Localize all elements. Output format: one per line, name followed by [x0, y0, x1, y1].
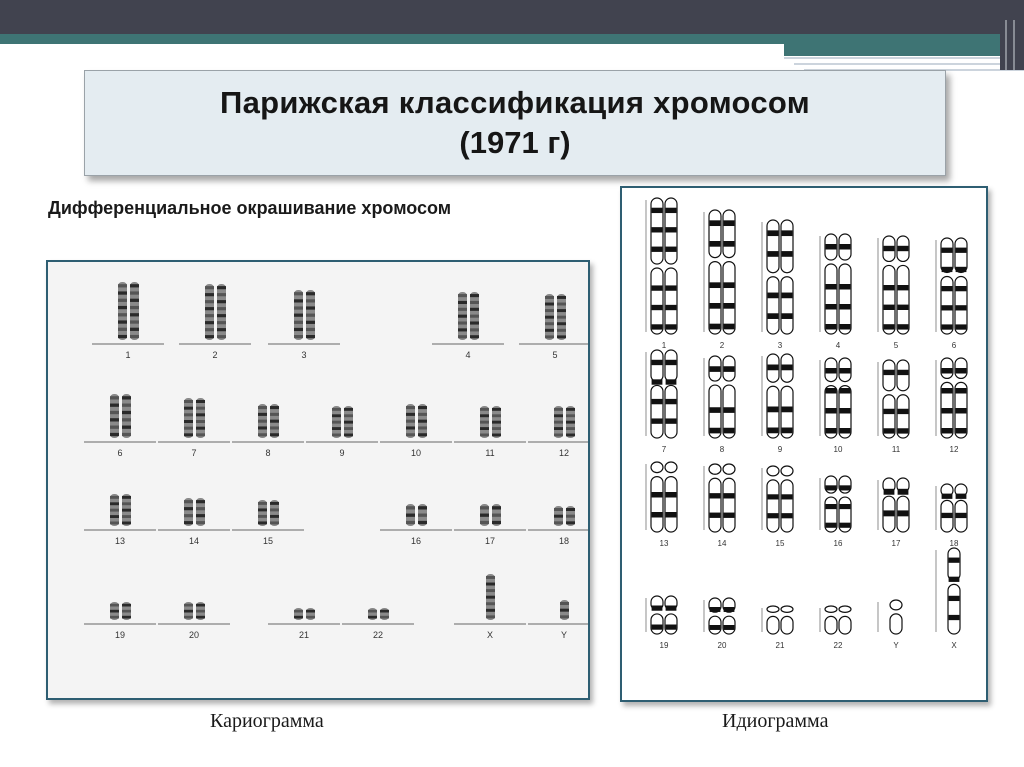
idiogram-label: 20	[717, 641, 727, 650]
idiogram-label: 21	[775, 641, 785, 650]
idiogram-chromosome-14	[704, 464, 735, 548]
idiogram-chromosome-10	[820, 358, 851, 454]
karyogram-label: 16	[410, 536, 422, 546]
idiogram-label: 12	[949, 445, 959, 454]
idiogram-chromosome-11	[878, 360, 909, 454]
idiogram-chromosome-9	[762, 354, 793, 454]
karyogram-image	[48, 262, 588, 698]
idiogram-chromosome-5	[878, 236, 909, 350]
karyogram-pair-2	[179, 284, 251, 360]
karyogram-pair-9	[306, 406, 378, 458]
karyogram-label: 4	[465, 350, 471, 360]
idiogram-chromosome-22	[820, 606, 851, 650]
karyogram-label: 11	[485, 448, 495, 458]
karyogram-label: 10	[410, 448, 422, 458]
karyogram-label: 3	[301, 350, 307, 360]
idiogram-label: X	[951, 641, 957, 650]
karyogram-pair-1	[92, 282, 164, 360]
karyogram-pair-X	[454, 574, 526, 640]
karyogram-pair-14	[158, 498, 230, 546]
idiogram-label: 18	[949, 539, 959, 548]
idiogram-chromosome-17	[878, 478, 909, 548]
idiogram-chromosome-21	[762, 606, 793, 650]
idiogram-label: 17	[891, 539, 901, 548]
karyogram-label: 5	[552, 350, 558, 360]
slide-title-year: (1971 г)	[459, 125, 571, 160]
idiogram-chromosome-19	[646, 596, 677, 650]
idiogram-label: 16	[833, 539, 843, 548]
karyogram-pair-6	[84, 394, 156, 458]
karyogram-label: Y	[560, 630, 568, 640]
idiogram-chromosome-13	[646, 462, 677, 548]
idiogram-chromosome-18	[936, 484, 967, 548]
idiogram-label: 2	[719, 341, 725, 350]
karyogram-pair-4	[432, 292, 504, 360]
idiogram-chromosome-7	[646, 350, 677, 454]
idiogram-label: 4	[835, 341, 841, 350]
idiogram-chromosome-16	[820, 476, 851, 548]
idiogram-label: 11	[891, 445, 901, 454]
idiogram-chromosome-4	[820, 234, 851, 350]
idiogram-panel	[620, 186, 988, 702]
idiogram-chromosome-3	[762, 220, 793, 350]
karyogram-pair-3	[268, 290, 340, 360]
karyogram-pair-5	[519, 294, 588, 360]
karyogram-pair-13	[84, 494, 156, 546]
idiogram-label: 3	[777, 341, 783, 350]
karyogram-panel	[46, 260, 590, 700]
idiogram-caption: Идиограмма	[722, 710, 829, 732]
karyogram-label: 18	[558, 536, 570, 546]
karyogram-pair-18	[528, 506, 588, 546]
karyogram-label: 22	[372, 630, 384, 640]
idiogram-chromosome-Y	[878, 600, 902, 650]
karyogram-label: 13	[114, 536, 126, 546]
karyogram-label: X	[486, 630, 494, 640]
karyogram-pair-12	[528, 406, 588, 458]
karyogram-label: 8	[265, 448, 271, 458]
idiogram-label: 19	[659, 641, 669, 650]
karyogram-label: 17	[484, 536, 496, 546]
idiogram-label: 22	[833, 641, 843, 650]
idiogram-chromosome-6	[936, 238, 967, 350]
karyogram-pair-20	[158, 602, 230, 640]
idiogram-label: 14	[717, 539, 727, 548]
idiogram-chromosome-12	[936, 358, 967, 454]
idiogram-label: 7	[661, 445, 667, 454]
idiogram-image	[622, 188, 986, 700]
karyogram-pair-16	[380, 504, 452, 546]
idiogram-label: 1	[661, 341, 667, 350]
karyogram-pair-21	[268, 608, 340, 640]
idiogram-label: 8	[719, 445, 725, 454]
idiogram-label: 6	[951, 341, 957, 350]
karyogram-label: 1	[125, 350, 131, 360]
karyogram-label: 15	[262, 536, 274, 546]
karyogram-label: 9	[339, 448, 345, 458]
karyogram-pair-19	[84, 602, 156, 640]
karyogram-label: 6	[117, 448, 123, 458]
karyogram-label: 7	[191, 448, 197, 458]
karyogram-label: 20	[188, 630, 200, 640]
karyogram-pair-10	[380, 404, 452, 458]
idiogram-chromosome-8	[704, 356, 735, 454]
karyogram-label: 2	[212, 350, 218, 360]
idiogram-chromosome-1	[646, 198, 677, 350]
karyogram-pair-15	[232, 500, 304, 546]
idiogram-chromosome-X	[936, 548, 960, 650]
karyogram-pair-Y	[528, 600, 588, 640]
idiogram-label: 10	[833, 445, 843, 454]
idiogram-chromosome-2	[704, 210, 735, 350]
karyogram-pair-17	[454, 504, 526, 546]
karyogram-pair-11	[454, 406, 526, 458]
idiogram-chromosome-20	[704, 598, 735, 650]
karyogram-label: 21	[298, 630, 310, 640]
karyogram-pair-22	[342, 608, 414, 640]
slide-subtitle: Дифференциальное окрашивание хромосом	[48, 198, 452, 218]
karyogram-pair-8	[232, 404, 304, 458]
idiogram-label: 5	[893, 341, 899, 350]
idiogram-chromosome-15	[762, 466, 793, 548]
idiogram-label: 9	[777, 445, 783, 454]
karyogram-label: 12	[558, 448, 570, 458]
title-box	[84, 70, 946, 176]
idiogram-label: 13	[659, 539, 669, 548]
karyogram-pair-7	[158, 398, 230, 458]
karyogram-label: 14	[188, 536, 200, 546]
karyogram-label: 19	[114, 630, 126, 640]
karyogram-caption: Кариограмма	[210, 710, 324, 732]
slide-title: Парижская классификация хромосом	[220, 85, 810, 120]
idiogram-label: Y	[893, 641, 899, 650]
idiogram-label: 15	[775, 539, 785, 548]
